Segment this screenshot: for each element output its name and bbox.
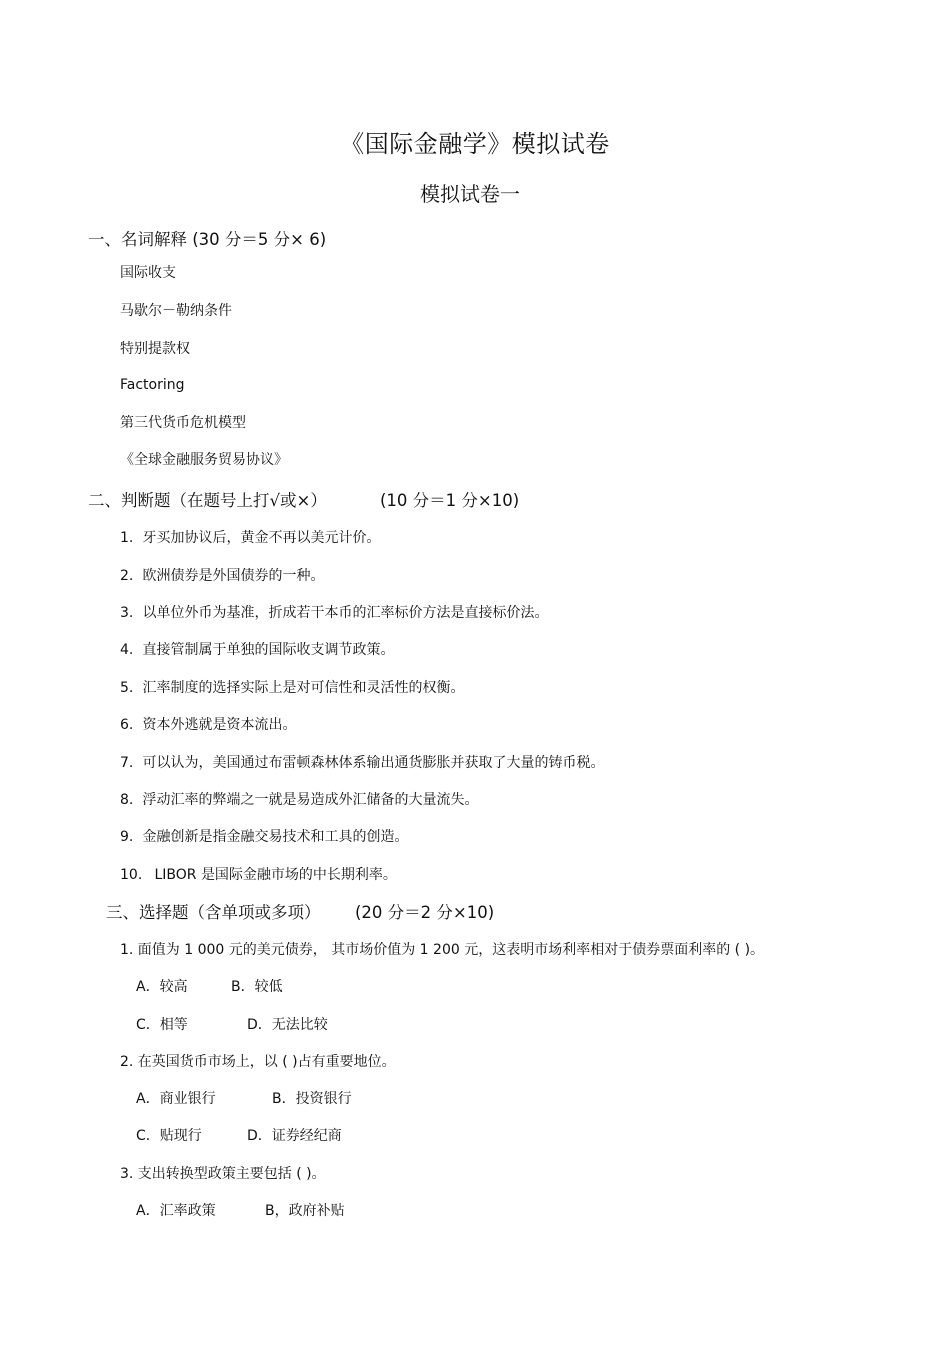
q3-option-a: A．汇率政策	[136, 1203, 216, 1219]
term-item: 国际收支	[120, 265, 176, 281]
judge-item	[120, 864, 397, 884]
term-item: 特别提款权	[120, 341, 190, 357]
item-number: 6.	[120, 717, 134, 733]
item-number: 7.	[120, 755, 134, 771]
section1-heading: 一、名词解释 (30 分＝5 分× 6)	[88, 230, 327, 249]
q2-option-d: D．证券经纪商	[247, 1128, 342, 1144]
q2-option-c: C．贴现行	[136, 1128, 202, 1144]
judge-item	[120, 527, 380, 547]
item-text: 牙买加协议后，黄金不再以美元计价。	[142, 530, 381, 546]
section3-heading: 三、选择题（含单项或多项）	[106, 903, 321, 922]
question-3: 3. 支出转换型政策主要包括 ( )。	[120, 1166, 326, 1182]
item-text: 直接管制属于单独的国际收支调节政策。	[142, 642, 395, 658]
question-2: 2. 在英国货币市场上，以 ( )占有重要地位。	[120, 1054, 396, 1070]
q1-option-a: A．较高	[136, 979, 188, 995]
q2-option-a: A．商业银行	[136, 1091, 216, 1107]
q1-option-b: B．较低	[231, 979, 283, 995]
item-number: 8.	[120, 792, 134, 808]
page-title: 《国际金融学》模拟试卷	[340, 130, 610, 158]
term-item: 马歇尔－勒纳条件	[120, 303, 232, 319]
section2-heading: 二、判断题（在题号上打√或×）	[88, 491, 327, 510]
item-text: 资本外逃就是资本流出。	[142, 717, 297, 733]
judge-item	[120, 677, 464, 697]
item-number: 2.	[120, 568, 134, 584]
section2-score: (10 分＝1 分×10)	[380, 491, 520, 510]
item-number: 3.	[120, 605, 134, 621]
item-number: 10.	[120, 867, 143, 883]
judge-item	[120, 826, 408, 846]
term-item: 第三代货币危机模型	[120, 415, 246, 431]
item-number: 9.	[120, 829, 134, 845]
q1-option-d: D．无法比较	[247, 1017, 328, 1033]
item-text: LIBOR 是国际金融市场的中长期利率。	[154, 867, 397, 883]
item-number: 5.	[120, 680, 134, 696]
q3-option-b: B，政府补贴	[265, 1203, 345, 1219]
judge-item	[120, 752, 604, 772]
term-item: 《全球金融服务贸易协议》	[120, 452, 288, 468]
item-number: 1.	[120, 530, 134, 546]
item-text: 欧洲债券是外国债券的一种。	[142, 568, 325, 584]
q1-option-c: C．相等	[136, 1017, 188, 1033]
item-text: 可以认为，美国通过布雷顿森林体系输出通货膨胀并获取了大量的铸币税。	[142, 755, 605, 771]
term-item: Factoring	[120, 377, 185, 393]
section3-score: (20 分＝2 分×10)	[355, 903, 495, 922]
judge-item	[120, 714, 296, 734]
item-text: 浮动汇率的弊端之一就是易造成外汇储备的大量流失。	[142, 792, 479, 808]
item-text: 汇率制度的选择实际上是对可信性和灵活性的权衡。	[142, 680, 465, 696]
judge-item	[120, 789, 478, 809]
item-number: 4.	[120, 642, 134, 658]
q2-option-b: B．投资银行	[272, 1091, 352, 1107]
judge-item	[120, 639, 394, 659]
item-text: 以单位外币为基准，折成若干本币的汇率标价方法是直接标价法。	[142, 605, 549, 621]
page-subtitle: 模拟试卷一	[420, 182, 520, 206]
judge-item	[120, 565, 324, 585]
judge-item	[120, 602, 548, 622]
question-1: 1. 面值为 1 000 元的美元债券， 其市场价值为 1 200 元，这表明市场利率相对于债券票面利率的 ( )。	[120, 942, 765, 958]
item-text: 金融创新是指金融交易技术和工具的创造。	[142, 829, 409, 845]
